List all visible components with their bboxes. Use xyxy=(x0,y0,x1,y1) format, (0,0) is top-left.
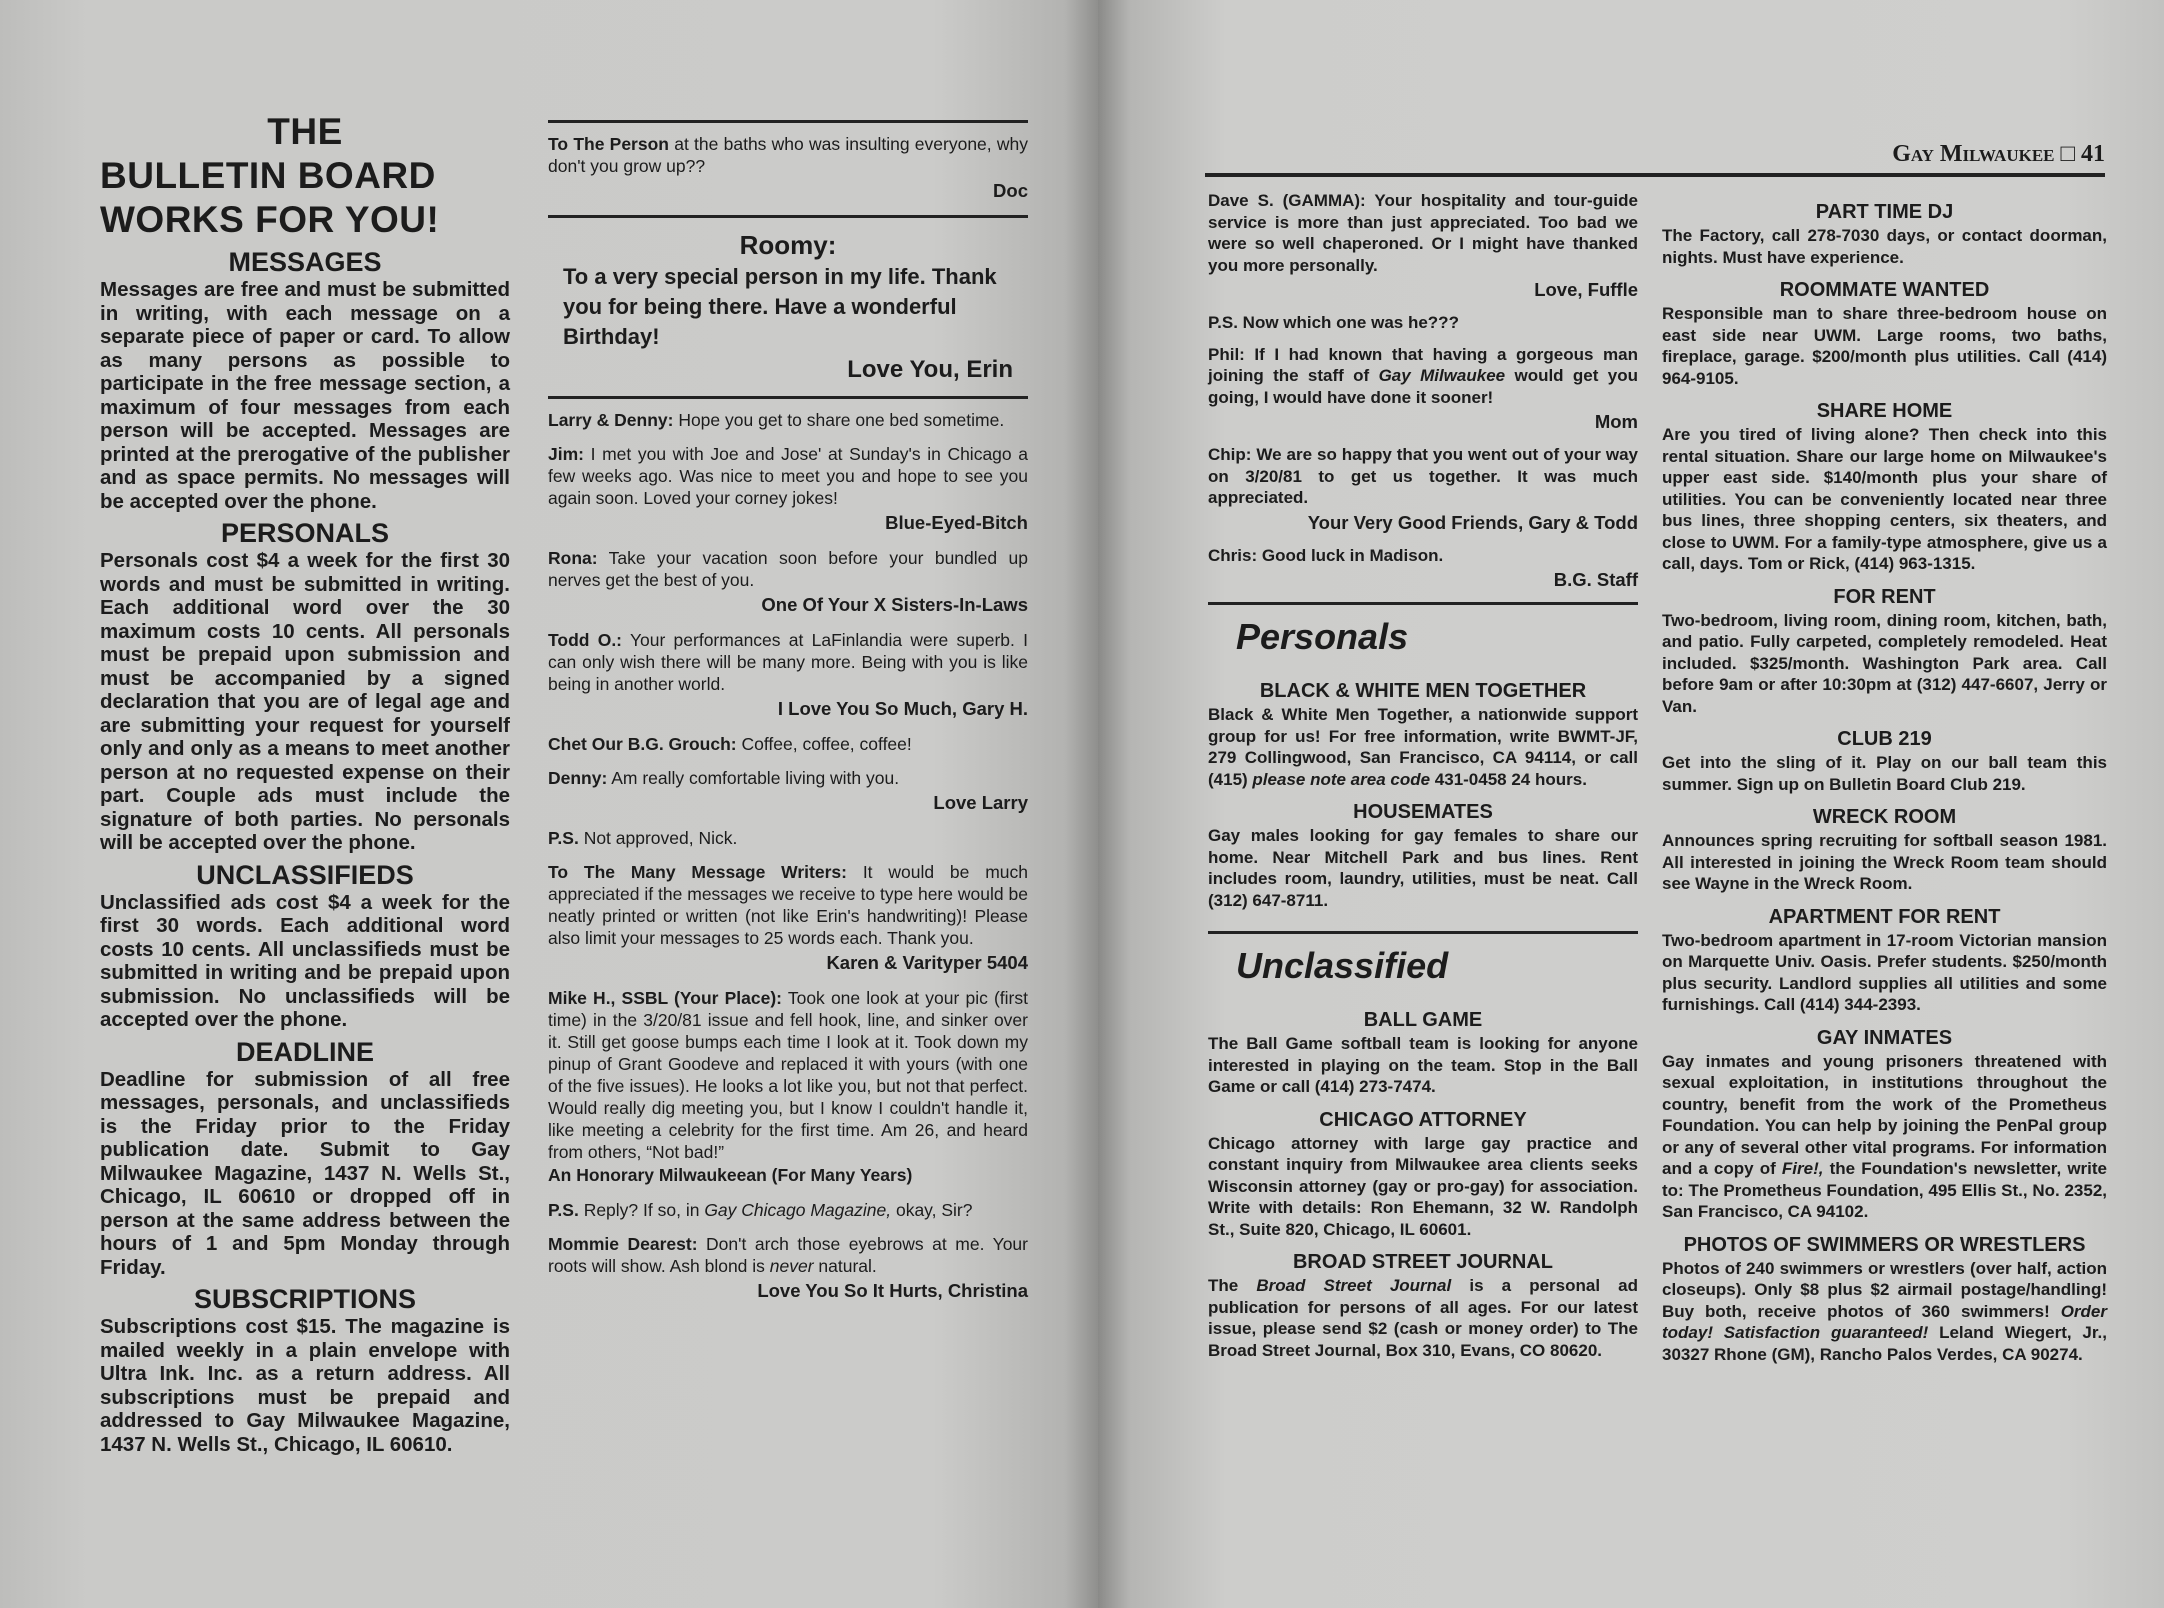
classified-ad xyxy=(1208,1008,1638,1098)
divider xyxy=(1208,602,1638,605)
section-body: Unclassified ads cost $4 a week for the first 30 words. Each additional word costs 10 cents. All unclassifieds must be submitted in writing and be prepaid upon submission. No unclassifieds will be accepted over the phone. xyxy=(100,890,510,1031)
ad-text: Are you tired of living alone? Then check into this rental situation. Share our large home on Milwaukee's upper east side. $140/month plus your share of utilities. You can be conveniently located near three bus lines, three shopping centers, six theaters, and close to UWM. For a family-type atmosphere, give us a call, days. Tom or Rick, (414) 963-1315. xyxy=(1662,425,2107,573)
classified-ad xyxy=(1662,1233,2107,1366)
personals-heading: Personals xyxy=(1236,616,1409,657)
message-lead: Jim: xyxy=(548,444,584,464)
message-signature: Karen & Varityper 5404 xyxy=(826,952,1028,973)
message-lead: P.S. xyxy=(548,828,579,848)
classified-ad xyxy=(1208,1250,1638,1361)
classified-ad xyxy=(1662,905,2107,1016)
ad-text: Chicago attorney with large gay practice and constant inquiry from Milwaukee area clients seeks Wisconsin attorney (gay or pro-gay) for association. Write with details: Ron Ehemann, 32 W. Randolph St., Suite 820, Chicago, IL 60601. xyxy=(1208,1133,1638,1239)
ad-title: PHOTOS OF SWIMMERS OR WRESTLERS xyxy=(1683,1233,2086,1256)
message-text: Hope you get to share one bed sometime. xyxy=(673,410,1005,430)
bulletin-title-line1: THE xyxy=(267,111,343,152)
message-signature: B.G. Staff xyxy=(1553,569,1638,590)
message-item xyxy=(548,733,1028,755)
right-page-right-column xyxy=(1662,190,2107,1365)
message-item xyxy=(1208,190,1638,302)
ad-text: The Factory, call 278-7030 days, or contact doorman, nights. Must have experience. xyxy=(1662,226,2107,267)
ad-title: CHICAGO ATTORNEY xyxy=(1319,1108,1527,1131)
classified-ad xyxy=(1662,585,2107,718)
ad-text: Photos of 240 swimmers or wrestlers (over half, action closeups). Only $8 plus $2 airmail postage/handling! Buy both, receive photos of 360 swimmers! Order today! Satisfaction guaranteed! Leland Wiegert, Jr., 30327 Rhone (GM), Rancho Palos Verdes, CA 90274. xyxy=(1662,1258,2107,1364)
ad-text: Two-bedroom, living room, dining room, kitchen, bath, and patio. Fully carpeted, completely remodeled. Heat included. $325/month. Washington Park area. Call before 9am or after 10:30pm at (312) 447-6607, Jerry or Van. xyxy=(1662,610,2107,716)
message-lead: To The Many Message Writers: xyxy=(548,862,847,882)
message-lead: Dave S. (GAMMA): xyxy=(1208,191,1366,210)
ad-text: Black & White Men Together, a nationwide support group for us! For free information, write BWMT-JF, 279 Collingwood, San Francisco, CA 94114, or call (415) please note area code 431-0458 24 hours. xyxy=(1208,705,1638,789)
ad-title: BLACK & WHITE MEN TOGETHER xyxy=(1259,680,1587,702)
message-text: We are so happy that you went out of your way on 3/20/81 to get us together. It was much appreciated. xyxy=(1208,445,1638,507)
ad-title: SHARE HOME xyxy=(1816,400,1953,422)
right-page-left-column xyxy=(1208,190,1638,1361)
message-signature: One Of Your X Sisters-In-Laws xyxy=(761,594,1028,615)
message-lead: Mommie Dearest: xyxy=(548,1234,698,1254)
message-lead: Mike H., SSBL (Your Place): xyxy=(548,988,782,1008)
running-head-text: Gay Milwaukee □ 41 xyxy=(1892,141,2105,167)
ad-title: PART TIME DJ xyxy=(1815,201,1954,223)
message-lead: Larry & Denny: xyxy=(548,410,674,430)
message-signature: Doc xyxy=(993,180,1028,201)
classified-ad xyxy=(1662,1026,2107,1223)
classified-ad xyxy=(1208,1108,1638,1241)
message-item xyxy=(548,861,1028,975)
message-item xyxy=(548,827,1028,849)
personals-list xyxy=(1208,679,1638,911)
italic-text: Fire!, xyxy=(1781,1159,1824,1178)
message-signature: Love, Fuffle xyxy=(1534,279,1638,300)
box-title: Roomy: xyxy=(739,230,837,260)
classified-ad xyxy=(1662,278,2107,389)
classified-ad xyxy=(1208,679,1638,790)
birthday-box xyxy=(563,228,1013,386)
ad-text: Responsible man to share three-bedroom house on east side near UWM. Large rooms, two baths, fireplace, garage. $200/month plus utilities. Call (414) 964-9105. xyxy=(1662,304,2107,388)
message-item xyxy=(548,443,1028,535)
message-lead: Phil: xyxy=(1208,344,1245,364)
section-body: Subscriptions cost $15. The magazine is mailed weekly in a plain envelope with Ultra Ink. Inc. as a return address. All subscriptions must be prepaid and addressed to Gay Milwaukee Magazine, 1437 N. Wells St., Chicago, IL 60610. xyxy=(100,1315,510,1456)
message-lead: P.S. xyxy=(548,1200,579,1220)
message-list xyxy=(548,409,1028,1303)
messages-column xyxy=(548,120,1028,1315)
section-body: Personals cost $4 a week for the first 30 words and must be submitted in writing. Each additional word over the 30 maximum costs 10 cents. All personals must be prepaid upon submission and must be accompanied by a signed declaration that you are of legal age and are submitting your request for yourself only and only as a means to meet another person at no requested expense on their part. Couple ads must include the signature of both parties. No personals will be accepted over the phone. xyxy=(100,549,510,854)
message-signature: Mom xyxy=(1594,411,1638,432)
italic-text: Gay Milwaukee xyxy=(1378,366,1506,385)
message-item xyxy=(548,409,1028,431)
message-text: Reply? If so, in Gay Chicago Magazine, okay, Sir? xyxy=(578,1200,973,1220)
ad-title: CLUB 219 xyxy=(1837,728,1932,750)
divider xyxy=(548,396,1028,399)
message-signature: I Love You So Much, Gary H. xyxy=(777,698,1028,719)
message-lead: To The Person xyxy=(548,134,669,154)
running-head xyxy=(1205,137,2105,177)
message-item xyxy=(548,767,1028,815)
message-item xyxy=(1208,444,1638,535)
message-lead: Chip: xyxy=(1208,445,1252,464)
message-lead: Rona: xyxy=(548,548,598,568)
message-signature: Blue-Eyed-Bitch xyxy=(885,512,1028,533)
message-text: Am really comfortable living with you. xyxy=(607,768,900,788)
ad-text: Gay inmates and young prisoners threatened with sexual exploitation, in institutions throughout the country, benefit from the work of the Prometheus Foundation. You can help by joining the PenPal group or any of several other vital programs. For information and a copy of Fire!, the Foundation's newsletter, write to: The Prometheus Foundation, 495 Ellis St., No. 2352, San Francisco, CA 94102. xyxy=(1662,1051,2108,1221)
message-signature: An Honorary Milwaukeean (For Many Years) xyxy=(548,1165,913,1185)
message-item xyxy=(548,1233,1028,1303)
italic-text: Order today! Satisfaction guaranteed! xyxy=(1662,1301,2107,1342)
message-text: Your performances at LaFinlandia were superb. I can only wish there will be many more. Being with you is like being in another world. xyxy=(548,630,1029,694)
message-lead: Denny: xyxy=(548,768,608,788)
box-signature: Love You, Erin xyxy=(847,356,1013,383)
message-text: I met you with Joe and Jose' at Sunday's in Chicago a few weeks ago. Was nice to meet you and hope to see you again soon. Loved your corney jokes! xyxy=(548,444,1028,508)
message-item xyxy=(548,629,1028,721)
message-item xyxy=(548,133,1028,203)
unclassified-list-2 xyxy=(1662,200,2107,1365)
message-text: Don't arch those eyebrows at me. Your roots will show. Ash blond is never natural. xyxy=(548,1234,1028,1276)
classified-ad xyxy=(1208,800,1638,911)
message-item xyxy=(1208,344,1638,435)
classified-ad xyxy=(1662,805,2107,895)
message-text: Now which one was he??? xyxy=(1237,313,1459,332)
ad-text: The Broad Street Journal is a personal ad publication for persons of all ages. For our latest issue, please send $2 (cash or money order) to The Broad Street Journal, Box 310, Evans, CO 80620. xyxy=(1208,1276,1638,1360)
message-text: Not approved, Nick. xyxy=(578,828,738,848)
ad-text: Two-bedroom apartment in 17-room Victorian mansion on Marquette Univ. Oasis. Prefer students. $250/month plus security. Landlord supplies all utilities and some furnishings. Call (414) 344-2393. xyxy=(1662,930,2107,1014)
ad-title: APARTMENT FOR RENT xyxy=(1768,905,2001,928)
section-body: Messages are free and must be submitted in writing, with each message on a separate piece of paper or card. To allow as many persons as possible to participate in the free message section, a maximum of four messages from each person will be accepted. Messages are printed at the prerogative of the publisher and as space permits. No messages will be accepted over the phone. xyxy=(100,278,510,513)
italic-text: Gay Chicago Magazine, xyxy=(704,1200,892,1220)
divider xyxy=(548,120,1028,123)
message-item xyxy=(1208,312,1638,334)
message-text: Your hospitality and tour-guide service is more than just appreciated. Too bad we were so well chaperoned. Or I might have thanked you more personally. xyxy=(1208,191,1638,275)
classified-ad xyxy=(1662,399,2107,575)
ad-title: HOUSEMATES xyxy=(1353,801,1493,823)
message-item xyxy=(548,1199,1028,1221)
message-text: It would be much appreciated if the messages we receive to type here would be neatly printed or written (not like Erin's handwriting)! Please also limit your messages to 25 words each. Thank you. xyxy=(548,862,1029,948)
bulletin-board-column xyxy=(100,110,510,1458)
italic-text: Broad Street Journal xyxy=(1256,1276,1452,1295)
message-item xyxy=(548,547,1028,617)
message-lead: Chris: xyxy=(1208,545,1258,565)
section-heading: UNCLASSIFIEDS xyxy=(196,859,414,890)
divider xyxy=(1208,931,1638,934)
message-signature: Your Very Good Friends, Gary & Todd xyxy=(1307,511,1638,533)
message-item xyxy=(1208,545,1638,593)
italic-text: please note area code xyxy=(1252,769,1431,789)
message-text: Good luck in Madison. xyxy=(1257,545,1444,565)
bulletin-sections xyxy=(100,246,510,1456)
section-body: Deadline for submission of all free messages, personals, and unclassifieds is the Friday prior to the Friday publication date. Submit to Gay Milwaukee Magazine, 1437 N. Wells St., Chicago, IL 60610 or dropped off in person at the same address between the hours of 1 and 5pm Monday through Friday. xyxy=(100,1067,510,1279)
ad-title: BROAD STREET JOURNAL xyxy=(1292,1251,1553,1273)
ad-title: BALL GAME xyxy=(1363,1009,1483,1031)
message-lead: Todd O.: xyxy=(548,630,623,650)
bulletin-title-line2: BULLETIN BOARD xyxy=(100,155,436,196)
box-text: To a very special person in my life. Thank you for being there. Have a wonderful Birthday! xyxy=(563,264,997,349)
unclassified-heading: Unclassified xyxy=(1236,945,1449,986)
message-text: Take your vacation soon before your bundled up nerves get the best of you. xyxy=(548,548,1028,590)
message-text: at the baths who was insulting everyone, why don't you grow up?? xyxy=(548,134,1028,176)
bulletin-title-line3: WORKS FOR YOU! xyxy=(100,199,440,240)
ad-text: The Ball Game softball team is looking for anyone interested in playing on the team. Stop in the Ball Game or call (414) 273-7474. xyxy=(1208,1034,1638,1096)
classified-ad xyxy=(1662,727,2107,795)
classified-ad xyxy=(1662,200,2107,268)
ad-text: Announces spring recruiting for softball season 1981. All interested in joining the Wreck Room team should see Wayne in the Wreck Room. xyxy=(1662,831,2107,893)
section-heading: DEADLINE xyxy=(235,1036,374,1067)
ad-title: FOR RENT xyxy=(1833,585,1936,608)
message-lead: Chet Our B.G. Grouch: xyxy=(548,734,737,754)
ad-title: ROOMMATE WANTED xyxy=(1779,279,1990,301)
unclassified-list xyxy=(1208,1008,1638,1361)
message-lead: P.S. xyxy=(1208,313,1238,332)
ad-title: GAY INMATES xyxy=(1816,1026,1953,1049)
ad-title: WRECK ROOM xyxy=(1812,806,1957,828)
message-item xyxy=(548,987,1028,1187)
section-heading: MESSAGES xyxy=(228,247,382,277)
divider xyxy=(548,215,1028,218)
message-text: Coffee, coffee, coffee! xyxy=(736,734,912,754)
ad-text: Gay males looking for gay females to share our home. Near Mitchell Park and bus lines. Rent includes room, laundry, utilities, must be neat. Call (312) 647-8711. xyxy=(1208,826,1638,910)
section-heading: PERSONALS xyxy=(220,518,390,548)
message-text: If I had known that having a gorgeous man joining the staff of Gay Milwaukee would get you going, I would have done it sooner! xyxy=(1208,344,1638,407)
italic-text: never xyxy=(769,1256,814,1276)
section-heading: SUBSCRIPTIONS xyxy=(193,1284,417,1314)
message-signature: Love You So It Hurts, Christina xyxy=(757,1280,1028,1301)
message-list xyxy=(1208,190,1638,592)
ad-text: Get into the sling of it. Play on our ball team this summer. Sign up on Bulletin Board Club 219. xyxy=(1662,753,2107,794)
message-text: Took one look at your pic (first time) in the 3/20/81 issue and fell hook, line, and sinker over it. Still get goose bumps each time I look at it. Took down my pinup of Grant Goodeve and replaced it with yours (with one of the five issues). He looks a lot like you, but not that perfect. Would really dig meeting you, but I know I couldn't handle it, like meeting a celebrity for the first time. Am 26, and heard from others, “Not bad!” xyxy=(548,988,1028,1162)
message-signature: Love Larry xyxy=(933,792,1028,813)
